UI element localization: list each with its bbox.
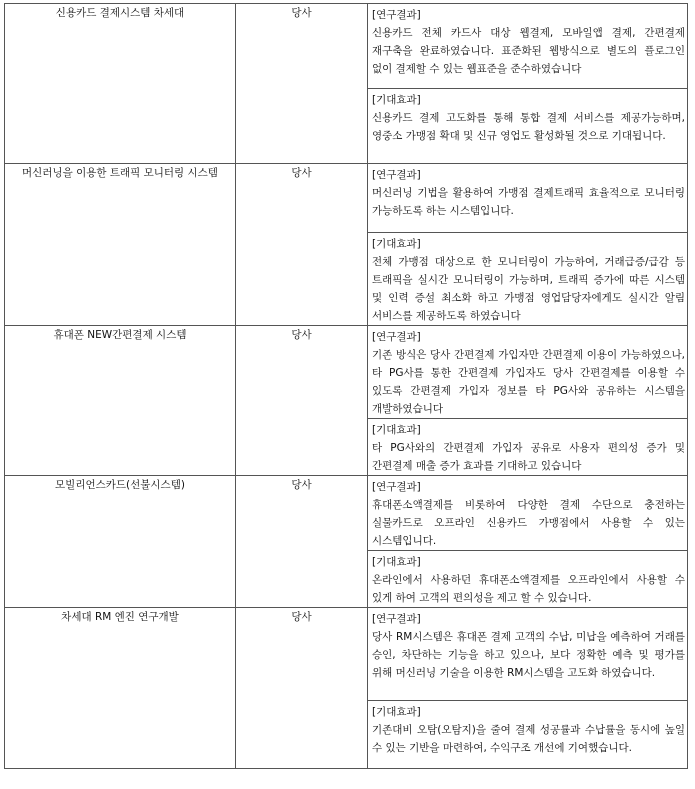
expected-effect-text: 온라인에서 사용하던 휴대폰소액결제를 오프라인에서 사용할 수 있게 하여 고객의 편의성을 제고 할 수 있습니다.: [372, 574, 685, 604]
project-name: 모빌리언스카드(선불시스템): [5, 476, 236, 608]
project-name: 휴대폰 NEW간편결제 시스템: [5, 326, 236, 476]
organization: 당사: [236, 476, 368, 608]
research-result-text: 머신러닝 기법을 활용하여 가맹점 결제트래픽 효율적으로 모니터링 가능하도록 하는 시스템입니다.: [372, 187, 685, 217]
research-result-label: [연구결과]: [372, 9, 421, 21]
details-cell: [368, 326, 688, 476]
research-result-label: [연구결과]: [372, 331, 421, 343]
table-row: [5, 4, 688, 164]
organization: 당사: [236, 164, 368, 326]
project-name: 차세대 RM 엔진 연구개발: [5, 608, 236, 769]
rnd-results-table: [4, 3, 688, 769]
research-result-box: [368, 4, 687, 88]
details-cell: [368, 4, 688, 164]
research-result-label: [연구결과]: [372, 613, 421, 625]
table-row: [5, 608, 688, 769]
research-result-box: [368, 164, 687, 232]
project-name: 신용카드 결제시스템 차세대: [5, 4, 236, 164]
expected-effect-box: [368, 700, 687, 768]
research-result-text: 기존 방식은 당사 간편결제 가입자만 간편결제 이용이 가능하였으나, 타 PG사를 통한 간편결제 가입자도 당사 간편결제를 이용할 수 있도록 간편결제 가입자 정보를 타 PG사와 공유하는 시스템을 개발하였습니다: [372, 349, 685, 415]
expected-effect-label: [기대효과]: [372, 238, 421, 250]
details-cell: [368, 476, 688, 608]
details-cell: [368, 608, 688, 769]
expected-effect-box: [368, 550, 687, 607]
expected-effect-box: [368, 88, 687, 163]
organization: 당사: [236, 608, 368, 769]
expected-effect-label: [기대효과]: [372, 706, 421, 718]
research-result-box: [368, 476, 687, 550]
expected-effect-text: 전체 가맹점 대상으로 한 모니터링이 가능하여, 거래급증/급감 등 트래픽을 실시간 모니터링이 가능하며, 트래픽 증가에 따른 시스템 및 인력 증설 최소화 하고 가맹점 영업담당자에게도 실시간 알림 서비스를 제공하도록 하였습니다: [372, 256, 685, 322]
details-cell: [368, 164, 688, 326]
expected-effect-label: [기대효과]: [372, 94, 421, 106]
table-row: [5, 326, 688, 476]
research-result-label: [연구결과]: [372, 169, 421, 181]
research-result-text: 당사 RM시스템은 휴대폰 결제 고객의 수납, 미납을 예측하여 거래를 승인, 차단하는 기능을 하고 있으나, 보다 정확한 예측 및 평가를 위해 머신러닝 기술을 이용한 RM시스템을 고도화 하였습니다.: [372, 631, 685, 679]
research-result-text: 휴대폰소액결제를 비롯하여 다양한 결제 수단으로 충전하는 실물카드로 오프라인 신용카드 가맹점에서 사용할 수 있는 시스템입니다.: [372, 499, 685, 547]
research-result-box: [368, 608, 687, 700]
table-row: [5, 164, 688, 326]
research-result-label: [연구결과]: [372, 481, 421, 493]
expected-effect-text: 신용카드 결제 고도화를 통해 통합 결제 서비스를 제공가능하며, 영중소 가맹점 확대 및 신규 영업도 활성화될 것으로 기대됩니다.: [372, 112, 685, 142]
expected-effect-box: [368, 232, 687, 325]
expected-effect-box: [368, 418, 687, 475]
table-row: [5, 476, 688, 608]
expected-effect-label: [기대효과]: [372, 556, 421, 568]
project-name: 머신러닝을 이용한 트래픽 모니터링 시스템: [5, 164, 236, 326]
research-result-box: [368, 326, 687, 418]
organization: 당사: [236, 326, 368, 476]
expected-effect-label: [기대효과]: [372, 424, 421, 436]
expected-effect-text: 기존대비 오탐(오탐지)을 줄여 결제 성공률과 수납률을 동시에 높일 수 있는 기반을 마련하여, 수익구조 개선에 기여했습니다.: [372, 724, 685, 754]
research-result-text: 신용카드 전체 카드사 대상 웹결제, 모바일앱 결제, 간편결제 재구축을 완료하였습니다. 표준화된 웹방식으로 별도의 플로그인 없이 결제할 수 있는 웹표준을 준수하였습니다: [372, 27, 685, 75]
expected-effect-text: 타 PG사와의 간편결제 가입자 공유로 사용자 편의성 증가 및 간편결제 매출 증가 효과를 기대하고 있습니다: [372, 442, 685, 472]
organization: 당사: [236, 4, 368, 164]
